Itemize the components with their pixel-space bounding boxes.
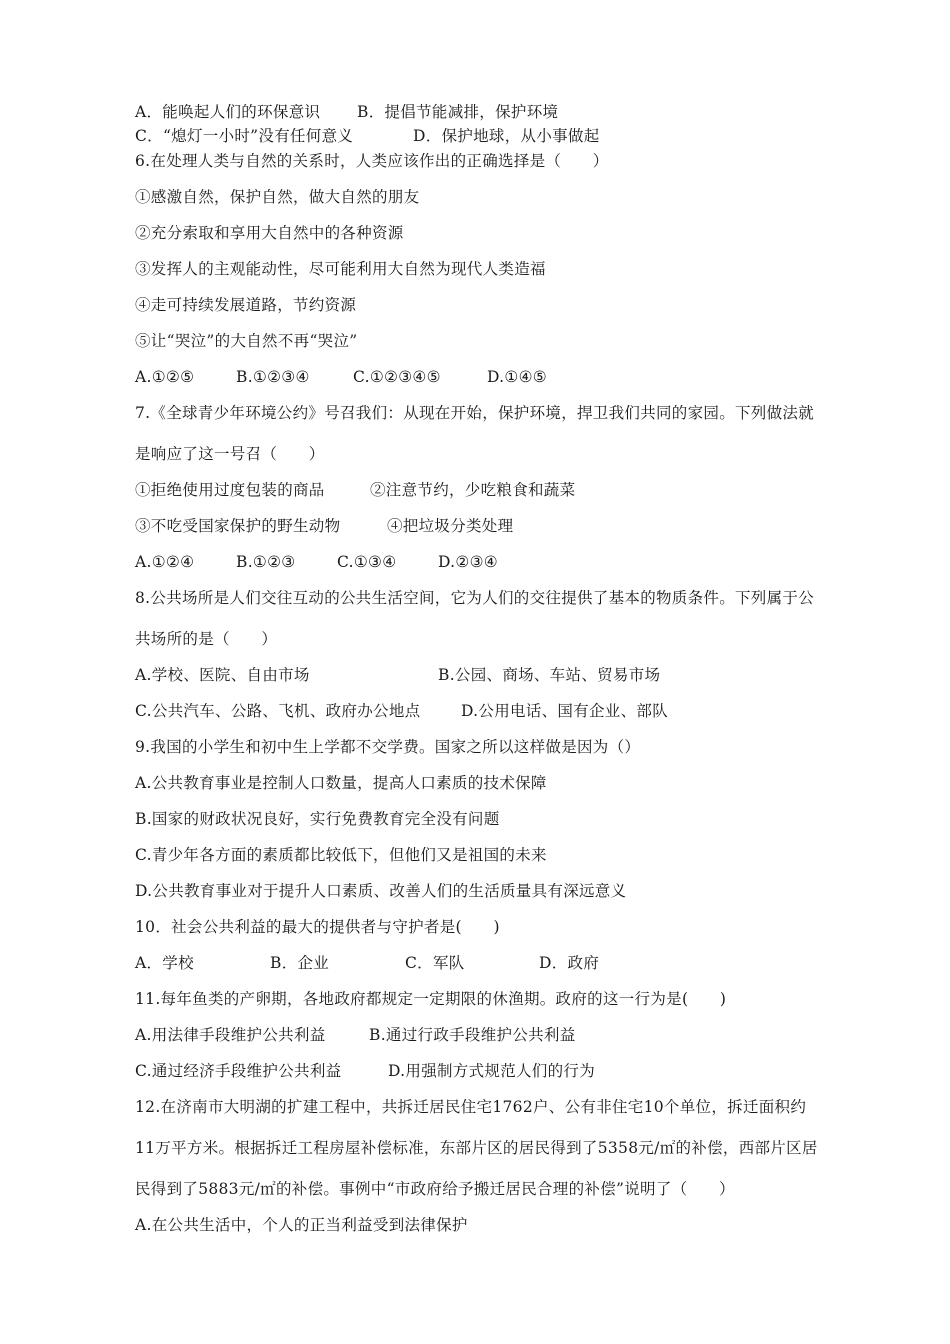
q5-option-d: D．保护地球，从小事做起 (413, 127, 600, 145)
q6-item-2-text: ②充分索取和享用大自然中的各种资源 (135, 224, 404, 242)
q12-stem-text-1: 12.在济南市大明湖的扩建工程中，共拆迁居民住宅1762户、公有非住宅10个单位，拆迁面积约 (135, 1098, 807, 1116)
q8-stem-text-2: 共场所的是（ ） (135, 630, 278, 648)
q9-option-d-text: D.公共教育事业对于提升人口素质、改善人们的生活质量具有深远意义 (135, 882, 627, 900)
q11-stem-text: 11.每年鱼类的产卵期，各地政府都规定一定期限的休渔期。政府的这一行为是( ) (135, 990, 727, 1008)
q12-option-a (135, 1215, 468, 1235)
q10-options (135, 953, 599, 973)
q6-stem (135, 151, 609, 171)
q7-item-1: ①拒绝使用过度包装的商品 (135, 481, 325, 499)
q5-options-ab (135, 102, 558, 122)
q10-option-d: D．政府 (539, 954, 600, 972)
q6-stem-text: 6.在处理人类与自然的关系时，人类应该作出的正确选择是（ ） (135, 152, 609, 170)
q8-options-ab (135, 665, 660, 685)
q7-stem-line-1 (135, 403, 814, 423)
q8-stem-line-1 (135, 588, 814, 608)
q6-option-c: C.①②③④⑤ (353, 368, 441, 386)
q7-stem-text-1: 7.《全球青少年环境公约》号召我们：从现在开始，保护环境，捍卫我们共同的家园。下列做法就 (135, 404, 814, 422)
q9-stem (135, 737, 640, 757)
q5-option-b: B．提倡节能减排，保护环境 (357, 103, 559, 121)
q11-options-cd (135, 1061, 595, 1081)
q12-stem-text-3: 民得到了5883元/㎡的补偿。事例中“市政府给予搬迁居民合理的补偿”说明了（ ） (135, 1180, 735, 1198)
q5-option-a: A．能唤起人们的环保意识 (135, 103, 321, 121)
q9-option-b (135, 809, 500, 829)
q6-item-4 (135, 295, 356, 315)
q12-option-a-text: A.在公共生活中，个人的正当利益受到法律保护 (135, 1216, 468, 1234)
q6-item-1-text: ①感激自然，保护自然，做大自然的朋友 (135, 188, 420, 206)
q11-option-c: C.通过经济手段维护公共利益 (135, 1062, 342, 1080)
q11-stem (135, 989, 726, 1009)
q10-stem (135, 917, 500, 937)
q6-option-b: B.①②③④ (236, 368, 310, 386)
q11-option-d: D.用强制方式规范人们的行为 (388, 1062, 596, 1080)
q6-option-a: A.①②⑤ (135, 368, 195, 386)
q10-option-c: C．军队 (405, 954, 465, 972)
q9-option-a (135, 773, 547, 793)
q8-option-c: C.公共汽车、公路、飞机、政府办公地点 (135, 702, 421, 720)
q6-option-d: D.①④⑤ (487, 368, 547, 386)
q9-option-c (135, 845, 547, 865)
q6-item-5 (135, 331, 358, 351)
q9-option-b-text: B.国家的财政状况良好，实行免费教育完全没有问题 (135, 810, 500, 828)
q9-option-d (135, 881, 626, 901)
q8-option-d: D.公用电话、国有企业、部队 (461, 702, 669, 720)
q12-stem-line-2 (135, 1138, 818, 1158)
q8-stem-text-1: 8.公共场所是人们交往互动的公共生活空间，它为人们的交往提供了基本的物质条件。下列属于公 (135, 589, 814, 607)
q6-item-5-text: ⑤让“哭泣”的大自然不再“哭泣” (135, 332, 358, 350)
q6-item-4-text: ④走可持续发展道路，节约资源 (135, 296, 357, 314)
q5-options-cd (135, 126, 600, 146)
q10-option-a: A．学校 (135, 954, 194, 972)
q9-option-c-text: C.青少年各方面的素质都比较低下，但他们又是祖国的未来 (135, 846, 547, 864)
q7-option-d: D.②③④ (438, 553, 498, 571)
q7-options (135, 552, 498, 572)
q9-stem-text: 9.我国的小学生和初中生上学都不交学费。国家之所以这样做是因为（） (135, 738, 641, 756)
q12-stem-line-1 (135, 1097, 806, 1117)
q6-options (135, 367, 547, 387)
q11-options-ab (135, 1025, 576, 1045)
q12-stem-text-2: 11万平方米。根据拆迁工程房屋补偿标准，东部片区的居民得到了5358元/㎡的补偿，西部片区居 (135, 1139, 818, 1157)
q11-option-a: A.用法律手段维护公共利益 (135, 1026, 326, 1044)
q7-option-a: A.①②④ (135, 553, 195, 571)
q7-item-2: ②注意节约，少吃粮食和蔬菜 (370, 481, 576, 499)
q10-option-b: B．企业 (270, 954, 330, 972)
q6-item-1 (135, 187, 419, 207)
q8-options-cd (135, 701, 668, 721)
q5-option-c: C．“熄灯一小时”没有任何意义 (135, 127, 354, 145)
q8-stem-line-2 (135, 629, 277, 649)
q6-item-3 (135, 259, 546, 279)
q10-stem-text: 10．社会公共利益的最大的提供者与守护者是( ) (135, 918, 500, 936)
q7-items-12 (135, 480, 575, 500)
q7-item-3: ③不吃受国家保护的野生动物 (135, 517, 341, 535)
q7-option-c: C.①③④ (337, 553, 397, 571)
q7-stem-line-2 (135, 444, 325, 464)
q8-option-a: A.学校、医院、自由市场 (135, 666, 310, 684)
q9-option-a-text: A.公共教育事业是控制人口数量，提高人口素质的技术保障 (135, 774, 547, 792)
q7-option-b: B.①②③ (236, 553, 296, 571)
q12-stem-line-3 (135, 1179, 735, 1199)
q6-item-3-text: ③发挥人的主观能动性，尽可能利用大自然为现代人类造福 (135, 260, 546, 278)
q8-option-b: B.公园、商场、车站、贸易市场 (438, 666, 661, 684)
q11-option-b: B.通过行政手段维护公共利益 (369, 1026, 576, 1044)
q7-items-34 (135, 516, 513, 536)
q7-stem-text-2: 是响应了这一号召（ ） (135, 445, 325, 463)
q6-item-2 (135, 223, 404, 243)
q7-item-4: ④把垃圾分类处理 (387, 517, 514, 535)
